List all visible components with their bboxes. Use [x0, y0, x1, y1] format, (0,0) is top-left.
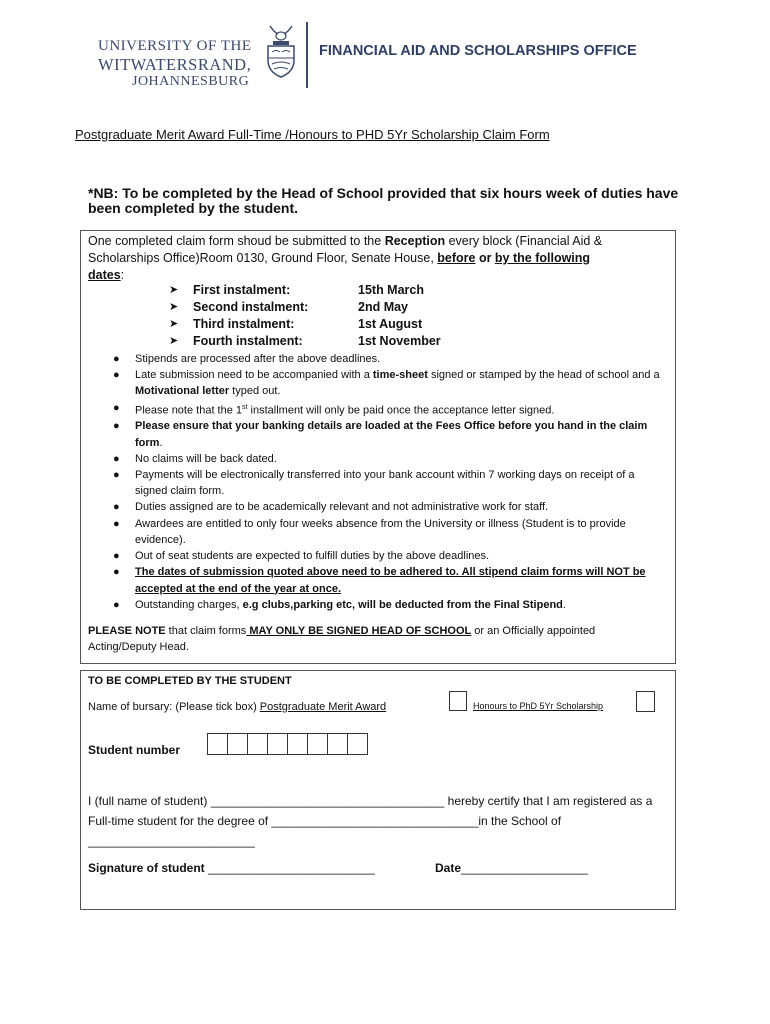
nb-label: *NB [88, 185, 114, 201]
or-text: or [475, 251, 495, 265]
before-text: before [437, 251, 476, 265]
list-item [111, 564, 667, 596]
list-item [111, 367, 667, 399]
list-item-text: Stipends are processed after the above deadlines. [135, 353, 381, 365]
date-field[interactable] [435, 861, 588, 875]
list-item-text: No claims will be back dated. [135, 452, 277, 465]
list-item [111, 548, 667, 564]
motivational-letter-text: Motivational letter [135, 385, 230, 398]
bullet-icon: ● [113, 401, 120, 414]
note-label: PLEASE NOTE [88, 625, 166, 637]
dates-text: dates [88, 268, 121, 282]
list-item-text: Out of seat students are expected to fulfill duties by the above deadlines. [135, 550, 490, 563]
list-item-text: Please ensure that your banking details are loaded at the Fees Office before you hand in the claim form [135, 420, 648, 449]
instructions-box [80, 230, 676, 664]
header-divider [306, 22, 308, 88]
list-item [111, 451, 667, 467]
list-item [111, 400, 667, 419]
note-text-2: or an Officially appointed Acting/Deputy Head. [88, 625, 596, 653]
bursary-label: Name of bursary: (Please tick box) [88, 701, 260, 713]
certification-text[interactable]: I (full name of student) ___________________________________ hereby certify that I am registered as a Full-time student for the degree of _______________________________in the School of _________________________ [88, 794, 653, 848]
arrow-bullet-icon: ➤ [169, 335, 179, 347]
list-item-text: typed out. [229, 385, 281, 398]
bullet-icon: ● [113, 452, 120, 465]
instalment-name: First instalment: [193, 283, 291, 297]
colon-text: : [120, 268, 125, 282]
bullet-icon: ● [113, 501, 120, 514]
student-number-label: Student number [88, 743, 180, 757]
student-number-digit-box[interactable] [307, 733, 328, 755]
list-item-text: . [159, 436, 163, 449]
bullet-icon: ● [113, 469, 120, 482]
office-name: FINANCIAL AID AND SCHOLARSHIPS OFFICE [319, 43, 637, 59]
nb-notice [88, 186, 688, 216]
list-item-text: Late submission need to be accompanied with a [135, 369, 373, 382]
list-item-text: The dates of submission quoted above need to be adhered to. All stipend claim forms will NOT be accepted at the end of the year at once. [135, 566, 646, 595]
honours-scholarship-checkbox[interactable] [636, 691, 655, 712]
list-item [111, 516, 667, 548]
option-merit-award-label: Postgraduate Merit Award [259, 701, 387, 713]
university-name-line3: JOHANNESBURG [132, 74, 250, 89]
instalment-date: 15th March [358, 283, 424, 297]
form-title: Postgraduate Merit Award Full-Time /Honours to PHD 5Yr Scholarship Claim Form [75, 127, 550, 142]
bullet-icon: ● [113, 369, 120, 382]
instalment-name: Second instalment: [193, 300, 309, 314]
intro-text: One completed claim form shoud be submitted to the [88, 234, 385, 248]
student-number-digit-box[interactable] [207, 733, 228, 755]
signature-label: Signature of student [88, 861, 205, 875]
student-number-digit-box[interactable] [247, 733, 268, 755]
list-item-text: Payments will be electronically transferred into your bank account within 7 working days on receipt of a signed claim form. [135, 469, 635, 498]
list-item-text: installment will only be paid once the acceptance letter signed. [247, 404, 555, 417]
list-item [111, 467, 667, 499]
instalment-name: Third instalment: [193, 317, 295, 331]
list-item [111, 597, 667, 613]
student-number-digit-box[interactable] [287, 733, 308, 755]
signing-note [88, 623, 648, 655]
intro-text-2: every block (Financial Aid & Scholarships Office)Room 0130, Ground Floor, Senate House, [88, 234, 603, 265]
bullet-icon: ● [113, 420, 120, 433]
arrow-bullet-icon: ➤ [169, 301, 179, 313]
student-number-digit-box[interactable] [227, 733, 248, 755]
bullet-icon: ● [113, 353, 120, 365]
reception-text: Reception [384, 234, 446, 248]
list-item-text: . [562, 598, 566, 611]
submission-instructions [88, 233, 668, 284]
bursary-line [88, 701, 386, 713]
list-item-text: Outstanding charges, [135, 598, 243, 611]
list-item [111, 418, 667, 450]
merit-award-checkbox[interactable] [449, 691, 467, 711]
note-signed-text: MAY ONLY BE SIGNED HEAD OF SCHOOL [246, 625, 472, 637]
list-item-text: Duties assigned are to be academically relevant and not administrative work for staff. [135, 501, 549, 514]
list-item-text: Please note that the 1 [135, 404, 243, 417]
superscript: st [242, 403, 248, 411]
following-text: by the following [494, 251, 591, 265]
list-item-text: Awardees are entitled to only four weeks absence from the University or illness (Student is to provide evidence). [135, 517, 626, 546]
bullet-icon: ● [113, 517, 120, 530]
date-line[interactable]: ___________________ [461, 861, 588, 875]
student-number-field[interactable] [208, 733, 368, 755]
bullet-icon: ● [113, 566, 120, 579]
option-honours-label: Honours to PhD 5Yr Scholarship [473, 701, 604, 711]
student-section [80, 670, 676, 910]
bullet-icon: ● [113, 550, 120, 563]
bullet-icon: ● [113, 598, 120, 611]
list-item-text: signed or stamped by the head of school and a [427, 369, 660, 382]
instalment-name: Fourth instalment: [193, 334, 303, 348]
student-number-digit-box[interactable] [347, 733, 368, 755]
time-sheet-text: time-sheet [372, 369, 428, 382]
university-name-line1: UNIVERSITY OF THE [98, 38, 252, 54]
list-item-text: e.g clubs,parking etc, will be deducted from the Final Stipend [242, 598, 563, 611]
list-item [111, 499, 667, 515]
student-number-digit-box[interactable] [327, 733, 348, 755]
instalment-date: 1st November [358, 334, 441, 348]
instalment-date: 2nd May [358, 300, 409, 314]
instalment-date: 1st August [358, 317, 423, 331]
university-name-line2: WITWATERSRAND, [98, 55, 252, 74]
arrow-bullet-icon: ➤ [169, 284, 179, 296]
list-item [111, 351, 667, 367]
nb-text: : To be completed by the Head of School provided that six hours week of duties have been completed by the student. [88, 185, 679, 216]
note-text: that claim forms [165, 625, 247, 637]
letterhead [0, 0, 770, 100]
student-number-digit-box[interactable] [267, 733, 288, 755]
section-heading: TO BE COMPLETED BY THE STUDENT [88, 675, 292, 687]
arrow-bullet-icon: ➤ [169, 318, 179, 330]
university-crest-icon [264, 22, 298, 78]
rules-list [111, 351, 667, 613]
date-label: Date [435, 861, 462, 875]
signature-line[interactable]: _________________________ [204, 861, 375, 875]
signature-field[interactable] [88, 861, 375, 875]
